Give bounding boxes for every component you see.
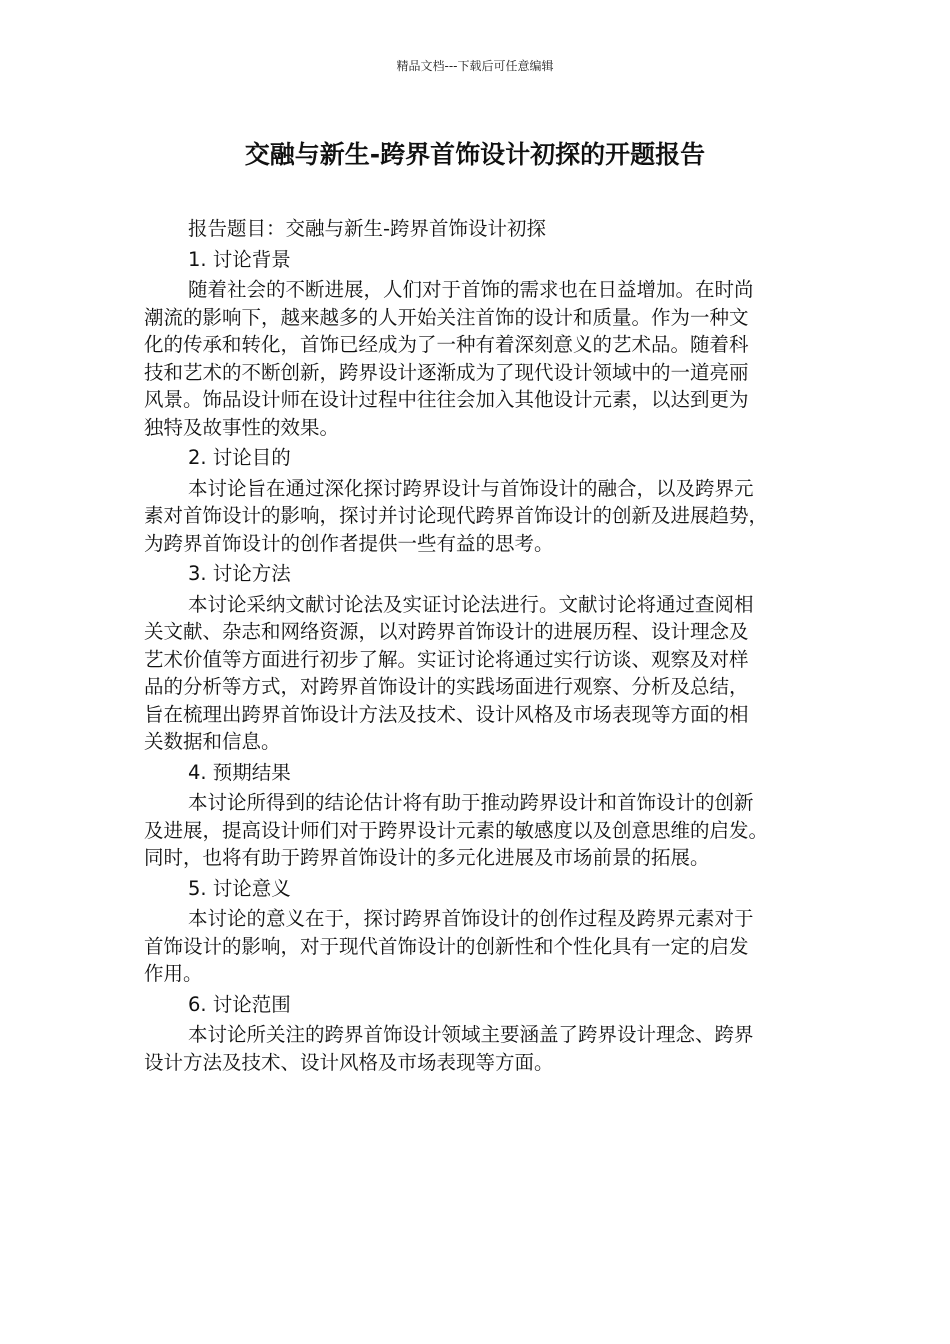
- report-subject-line: 报告题目：交融与新生-跨界首饰设计初探: [188, 217, 547, 240]
- paragraph-line: 为跨界首饰设计的创作者提供一些有益的思考。: [144, 531, 554, 555]
- paragraph-line: 本讨论所关注的跨界首饰设计领域主要涵盖了跨界设计理念、跨界: [188, 1023, 754, 1046]
- section-heading: 6. 讨论范围: [188, 992, 291, 1016]
- paragraph-line: 风景。饰品设计师在设计过程中往往会加入其他设计元素，以达到更为: [144, 388, 749, 411]
- paragraph-line: 品的分析等方式，对跨界首饰设计的实践场面进行观察、分析及总结，: [144, 675, 749, 698]
- paragraph-line: 作用。: [144, 962, 203, 985]
- paragraph-line: 潮流的影响下，越来越多的人开始关注首饰的设计和质量。作为一种文: [144, 305, 749, 329]
- section-paragraph: [144, 789, 806, 872]
- paragraph-line: 随着社会的不断进展，人们对于首饰的需求也在日益增加。在时尚: [188, 278, 754, 301]
- section-heading: 3. 讨论方法: [188, 562, 291, 585]
- paragraph-line: 首饰设计的影响，对于现代首饰设计的创新性和个性化具有一定的启发: [144, 934, 749, 958]
- document-title: 交融与新生-跨界首饰设计初探的开题报告: [244, 140, 706, 169]
- paragraph-line: 独特及故事性的效果。: [144, 415, 340, 439]
- paragraph-line: 同时，也将有助于跨界首饰设计的多元化进展及市场前景的拓展。: [144, 846, 710, 869]
- paragraph-line: 化的传承和转化，首饰已经成为了一种有着深刻意义的艺术品。随着科: [144, 333, 749, 356]
- paragraph-line: 技和艺术的不断创新，跨界设计逐渐成为了现代设计领域中的一道亮丽: [144, 360, 749, 384]
- section-paragraph: [144, 1021, 806, 1076]
- section-heading: 4. 预期结果: [188, 760, 291, 784]
- paragraph-line: 关数据和信息。: [144, 730, 281, 753]
- section-paragraph: [144, 905, 806, 988]
- section-paragraph: [144, 276, 806, 441]
- paragraph-line: 关文献、杂志和网络资源，以对跨界首饰设计的进展历程、设计理念及: [144, 620, 749, 643]
- paragraph-line: 旨在梳理出跨界首饰设计方法及技术、设计风格及市场表现等方面的相: [144, 702, 749, 726]
- document-body: [144, 215, 806, 1079]
- section-paragraph: [144, 591, 806, 756]
- section-heading: 2. 讨论目的: [188, 446, 291, 469]
- paragraph-line: 及进展，提高设计师们对于跨界设计元素的敏感度以及创意思维的启发。: [144, 818, 769, 842]
- section-heading: 1. 讨论背景: [188, 247, 291, 271]
- paragraph-line: 设计方法及技术、设计风格及市场表现等方面。: [144, 1050, 554, 1074]
- paragraph-line: 本讨论的意义在于，探讨跨界首饰设计的创作过程及跨界元素对于: [188, 907, 754, 930]
- section-heading: 5. 讨论意义: [188, 876, 291, 900]
- paragraph-line: 本讨论旨在通过深化探讨跨界设计与首饰设计的融合，以及跨界元: [188, 476, 754, 500]
- paragraph-line: 艺术价值等方面进行初步了解。实证讨论将通过实行访谈、观察及对样: [144, 647, 749, 671]
- paragraph-line: 素对首饰设计的影响，探讨并讨论现代跨界首饰设计的创新及进展趋势，: [144, 504, 769, 527]
- header-watermark: 精品文档---下载后可任意编辑: [396, 59, 554, 73]
- paragraph-line: 本讨论所得到的结论估计将有助于推动跨界设计和首饰设计的创新: [188, 791, 754, 814]
- section-paragraph: [144, 475, 806, 558]
- paragraph-line: 本讨论采纳文献讨论法及实证讨论法进行。文献讨论将通过查阅相: [188, 592, 754, 616]
